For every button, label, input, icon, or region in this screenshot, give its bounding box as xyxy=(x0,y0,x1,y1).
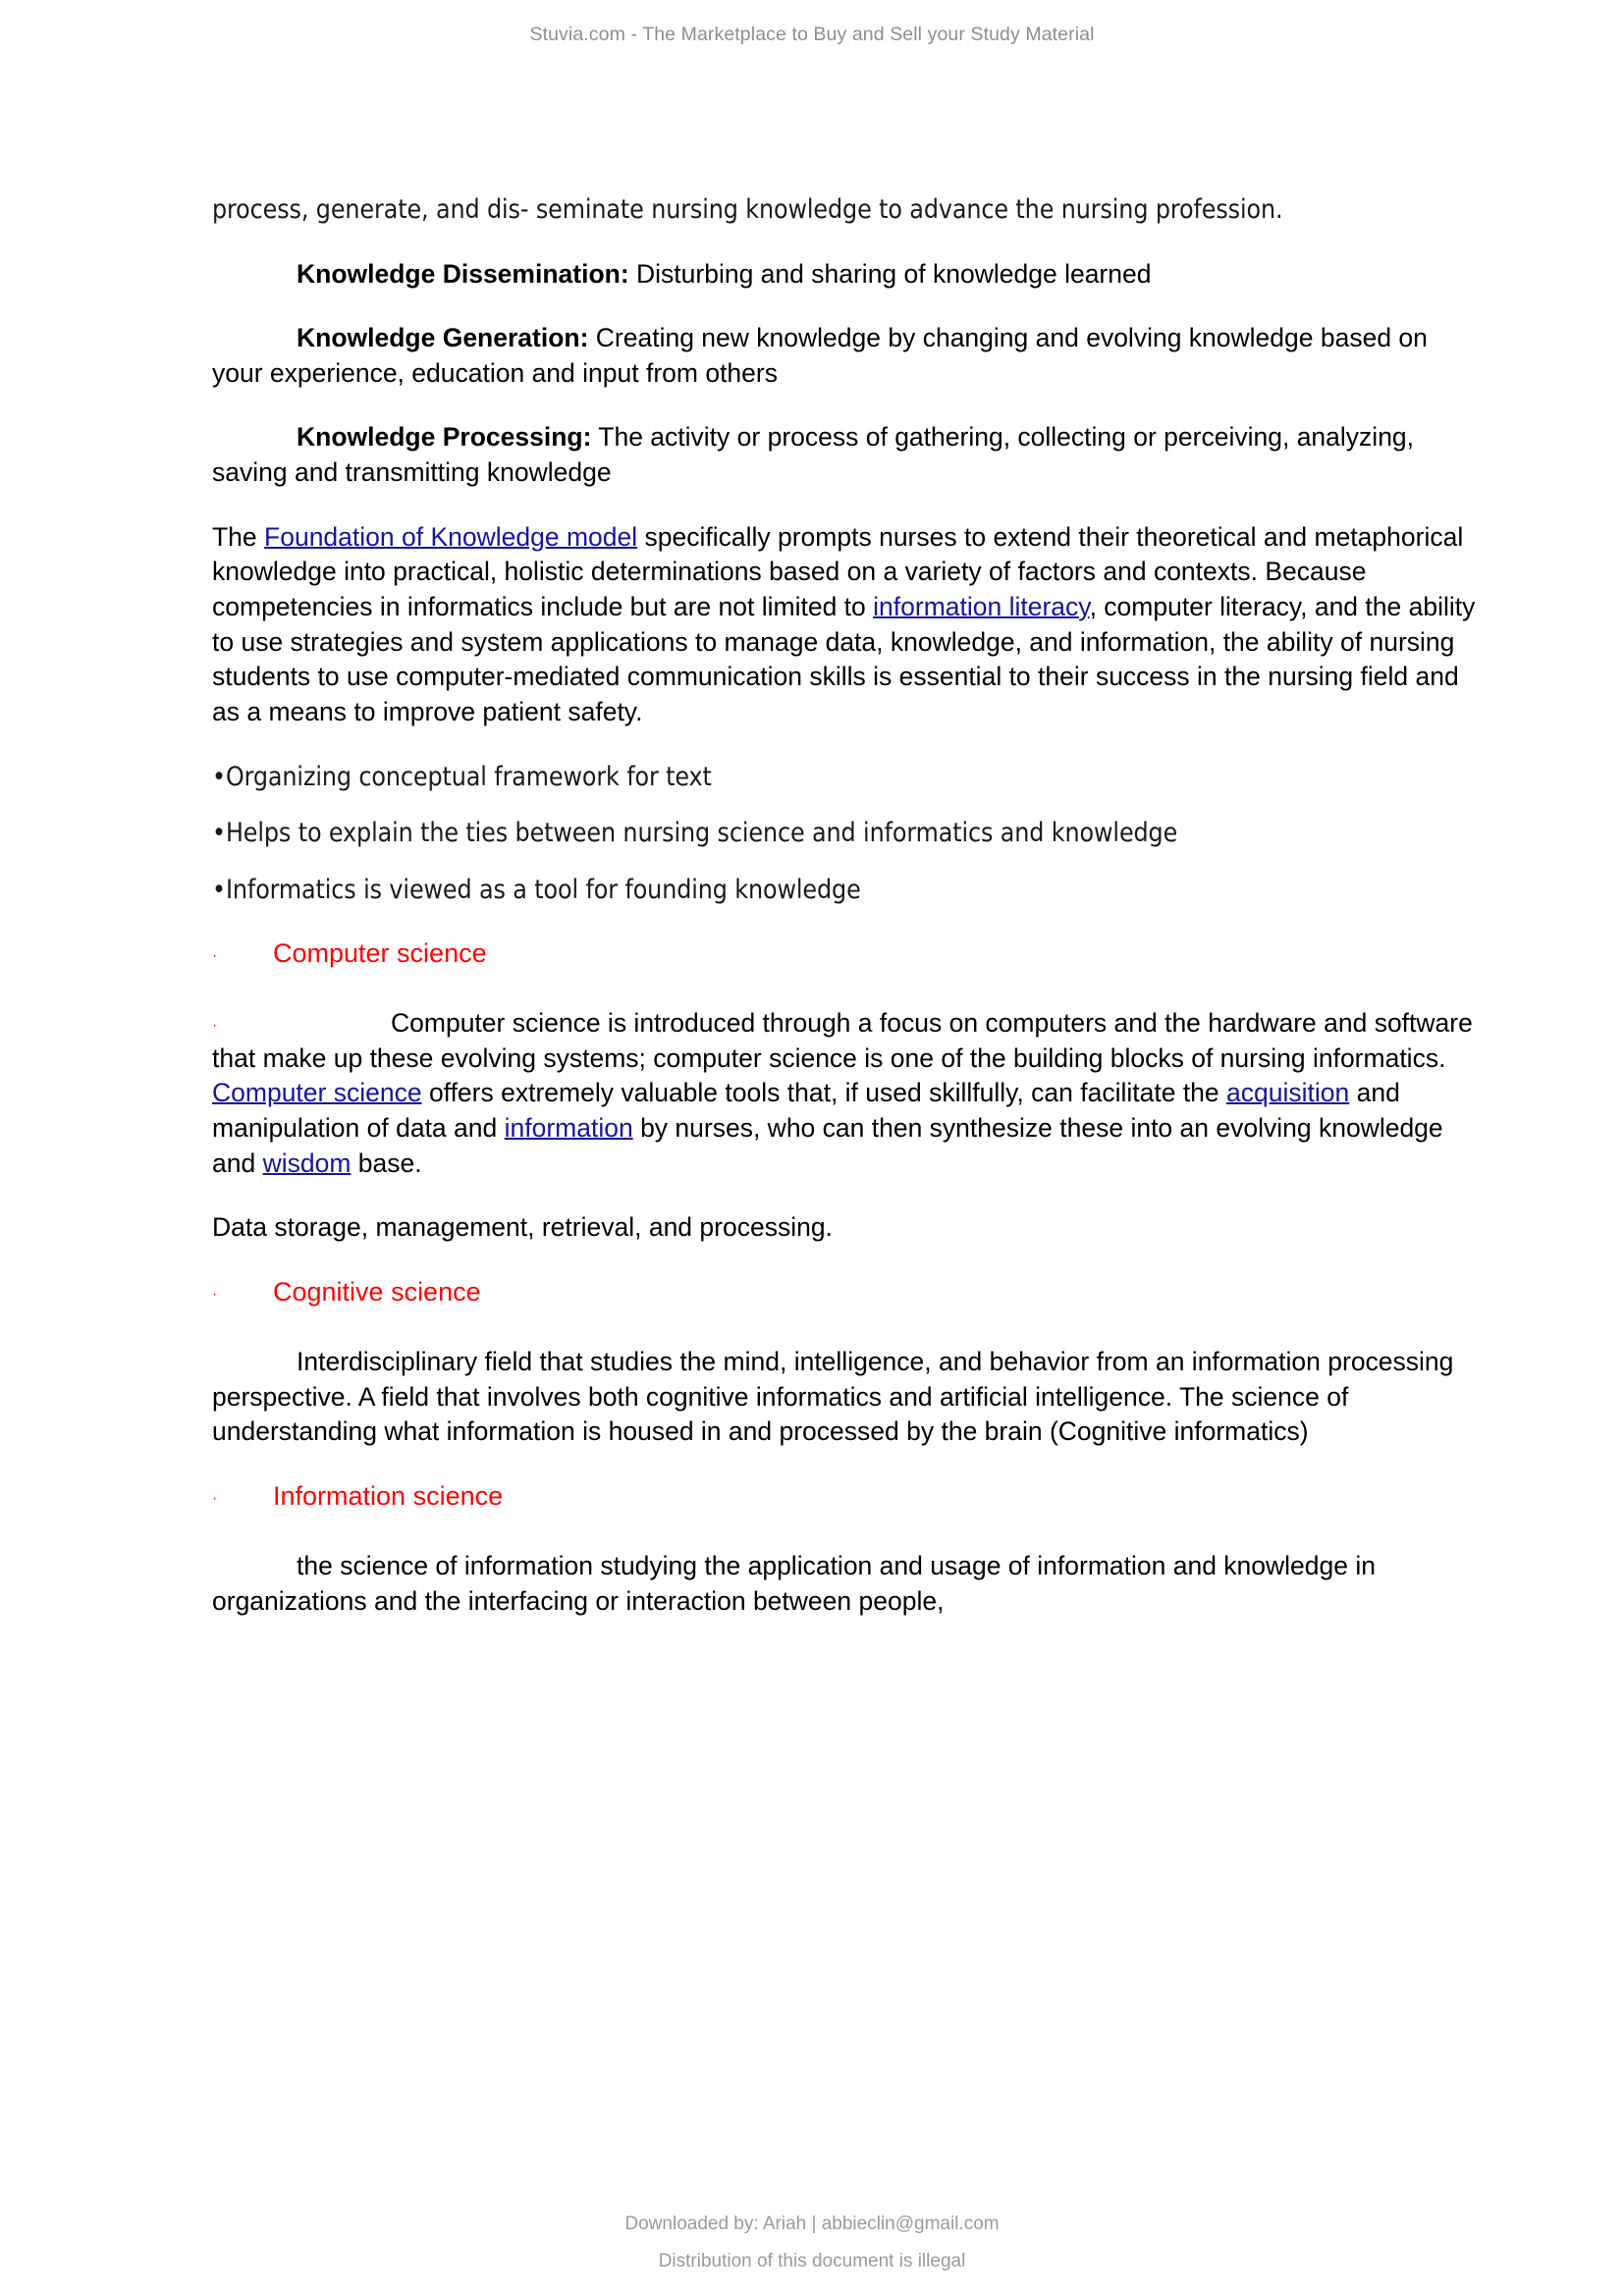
bullet-item: •Informatics is viewed as a tool for founding knowledge xyxy=(212,874,861,905)
bullet-marker-icon: · xyxy=(212,1490,218,1507)
section-heading-cognitive-science xyxy=(212,1275,1479,1309)
definition-term: Knowledge Processing: xyxy=(297,422,592,453)
foundation-of-knowledge-paragraph xyxy=(212,520,1479,730)
footer-downloaded-by: Downloaded by: Ariah | abbieclin@gmail.com xyxy=(624,2214,1000,2234)
definition-knowledge-dissemination xyxy=(212,257,1479,293)
section-heading-information-science xyxy=(212,1479,1479,1514)
document-body xyxy=(212,192,1479,1619)
link-foundation-of-knowledge-model[interactable]: Foundation of Knowledge model xyxy=(264,521,638,552)
link-information-literacy[interactable]: information literacy xyxy=(873,591,1090,621)
bullet-marker-icon: · xyxy=(212,1017,218,1035)
stuvia-watermark-header: Stuvia.com - The Marketplace to Buy and Sell your Study Material xyxy=(529,24,1095,45)
definition-term: Knowledge Generation: xyxy=(297,323,589,353)
bullet-marker-icon: · xyxy=(212,1285,218,1303)
paragraph-text: offers extremely valuable tools that, if used skillfully, can facilitate the xyxy=(421,1078,1227,1108)
paragraph-text: The xyxy=(212,521,265,552)
section-heading-label: Information science xyxy=(273,1481,504,1511)
definition-text: The activity or process of gathering, collecting or perceiving, analyzing, saving and transmitting knowledge xyxy=(212,422,1415,488)
information-science-paragraph: the science of information studying the application and usage of information and knowledge in organizations and the interfacing or interaction between people, xyxy=(212,1551,1376,1616)
paragraph-text: and manipulation of data and xyxy=(212,1078,1400,1144)
bullet-marker-icon: · xyxy=(212,947,218,965)
computer-science-paragraph xyxy=(212,1006,1479,1181)
bullet-item: •Organizing conceptual framework for text xyxy=(212,761,712,792)
definition-text: Creating new knowledge by changing and evolving knowledge based on your experience, education and input from others xyxy=(212,323,1428,388)
definition-term: Knowledge Dissemination: xyxy=(297,258,629,289)
section-heading-label: Cognitive science xyxy=(273,1276,481,1307)
link-computer-science[interactable]: Computer science xyxy=(212,1078,422,1108)
definition-knowledge-processing xyxy=(212,420,1479,490)
intro-paragraph: process, generate, and dis- seminate nursing knowledge to advance the nursing profession. xyxy=(212,194,1283,225)
section-heading-label: Computer science xyxy=(273,938,487,969)
definition-knowledge-generation xyxy=(212,321,1479,391)
link-acquisition[interactable]: acquisition xyxy=(1226,1078,1350,1108)
link-information[interactable]: information xyxy=(504,1113,633,1144)
paragraph-text: , computer literacy, and the ability to use strategies and system applications to manage data, knowledge, and information, the ability of nursing students to use computer-mediated communication skills is essential to their success in the nursing field and as a means to improve patient safety. xyxy=(212,591,1476,726)
paragraph-text: specifically prompts nurses to extend their theoretical and metaphorical knowledge into practical, holistic determinations based on a variety of factors and contexts. Because competencies in informatics include but are not limited to xyxy=(212,521,1464,621)
footer-distribution-notice: Distribution of this document is illegal xyxy=(658,2251,966,2271)
section-heading-computer-science xyxy=(212,936,1479,971)
cognitive-science-paragraph: Interdisciplinary field that studies the mind, intelligence, and behavior from an information processing perspective. A field that involves both cognitive informatics and artificial intelligence. The science of understanding what information is housed in and processed by the brain (Cognitive informatics) xyxy=(212,1347,1454,1447)
definition-text: Disturbing and sharing of knowledge learned xyxy=(628,258,1152,289)
bullet-item: •Helps to explain the ties between nursing science and informatics and knowledge xyxy=(212,818,1178,849)
paragraph-text: base. xyxy=(351,1148,422,1178)
link-wisdom[interactable]: wisdom xyxy=(262,1148,352,1178)
paragraph-text: by nurses, who can then synthesize these into an evolving knowledge and xyxy=(212,1113,1443,1178)
data-storage-paragraph: Data storage, management, retrieval, and processing. xyxy=(212,1212,833,1243)
paragraph-text: Computer science is introduced through a focus on computers and the hardware and software that make up these evolving systems; computer science is one of the building blocks of nursing informatics. xyxy=(212,1008,1473,1073)
